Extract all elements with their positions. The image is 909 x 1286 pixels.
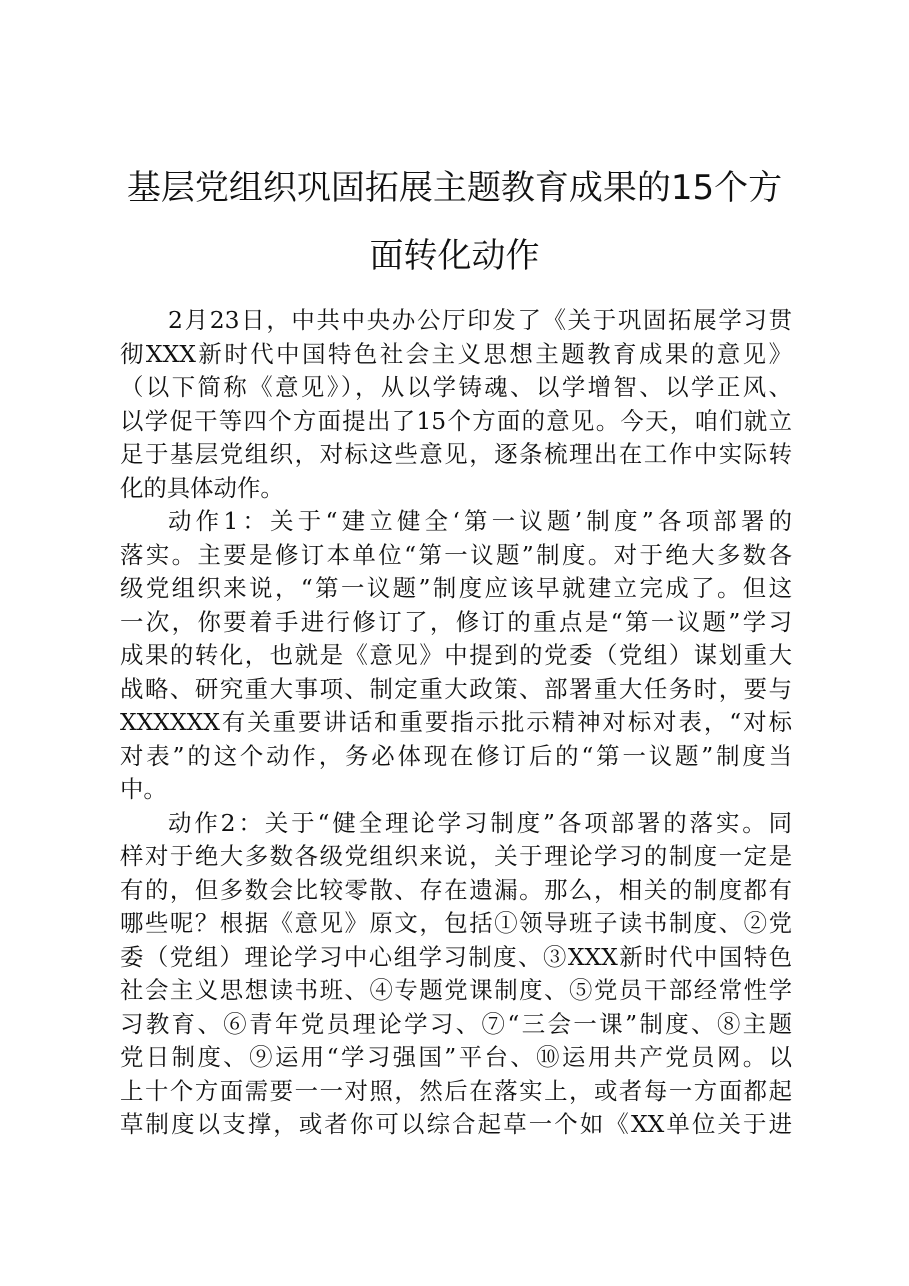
text-line: 落实。主要是修订本单位“第一议题”制度。对于绝大多数各 — [120, 540, 792, 569]
text-line: 上十个方面需要一一对照，然后在落实上，或者每一方面都起 — [120, 1076, 792, 1105]
document-title-line-2: 面转化动作 — [369, 236, 540, 276]
document-title-line-1: 基层党组织巩固拓展主题教育成果的15个方 — [126, 168, 783, 208]
text-line: 对表”的这个动作，务必体现在修订后的“第一议题”制度当 — [120, 741, 792, 770]
paragraph-action-1 — [120, 505, 792, 807]
text-line: （以下简称《意见》），从以学铸魂、以学增智、以学正风、 — [120, 373, 792, 401]
text-line: 样对于绝大多数各级党组织来说，关于理论学习的制度一定是 — [120, 842, 792, 870]
text-line: 动作2：关于“健全理论学习制度”各项部署的落实。同 — [168, 808, 792, 837]
text-line: 足于基层党组织，对标这些意见，逐条梳理出在工作中实际转 — [120, 440, 792, 468]
text-line: 习教育、⑥青年党员理论学习、⑦“三会一课”制度、⑧主题 — [120, 1009, 792, 1038]
text-line: 战略、研究重大事项、制定重大政策、部署重大任务时，要与 — [120, 674, 792, 703]
text-line: 成果的转化，也就是《意见》中提到的党委（党组）谋划重大 — [120, 641, 792, 669]
text-line: 以学促干等四个方面提出了15个方面的意见。今天，咱们就立 — [120, 406, 792, 435]
text-line: 一次，你要着手进行修订了，修订的重点是“第一议题”学习 — [120, 607, 792, 636]
text-line: 中。 — [120, 775, 167, 803]
text-line: 化的具体动作。 — [120, 473, 284, 502]
text-line: XXXXXX有关重要讲话和重要指示批示精神对标对表，“对标 — [120, 708, 792, 736]
text-line: 委（党组）理论学习中心组学习制度、③XXX新时代中国特色 — [120, 942, 792, 971]
text-line: 2月23日，中共中央办公厅印发了《关于巩固拓展学习贯 — [168, 306, 792, 334]
text-line: 党日制度、⑨运用“学习强国”平台、⑩运用共产党员网。以 — [120, 1043, 792, 1071]
text-line: 社会主义思想读书班、④专题党课制度、⑤党员干部经常性学 — [120, 976, 792, 1004]
text-line: 彻XXX新时代中国特色社会主义思想主题教育成果的意见》 — [120, 339, 792, 368]
paragraph-intro — [120, 304, 792, 505]
paragraph-action-2 — [120, 807, 792, 1142]
text-line: 动作1：关于“建立健全‘第一议题’制度”各项部署的 — [168, 507, 792, 535]
text-line: 有的，但多数会比较零散、存在遗漏。那么，相关的制度都有 — [120, 875, 792, 904]
text-line: 级党组织来说，“第一议题”制度应该早就建立完成了。但这 — [120, 574, 792, 602]
text-line: 哪些呢？根据《意见》原文，包括①领导班子读书制度、②党 — [120, 909, 792, 937]
document-body — [120, 304, 792, 1142]
text-line: 草制度以支撑，或者你可以综合起草一个如《XX单位关于进 — [120, 1110, 792, 1138]
